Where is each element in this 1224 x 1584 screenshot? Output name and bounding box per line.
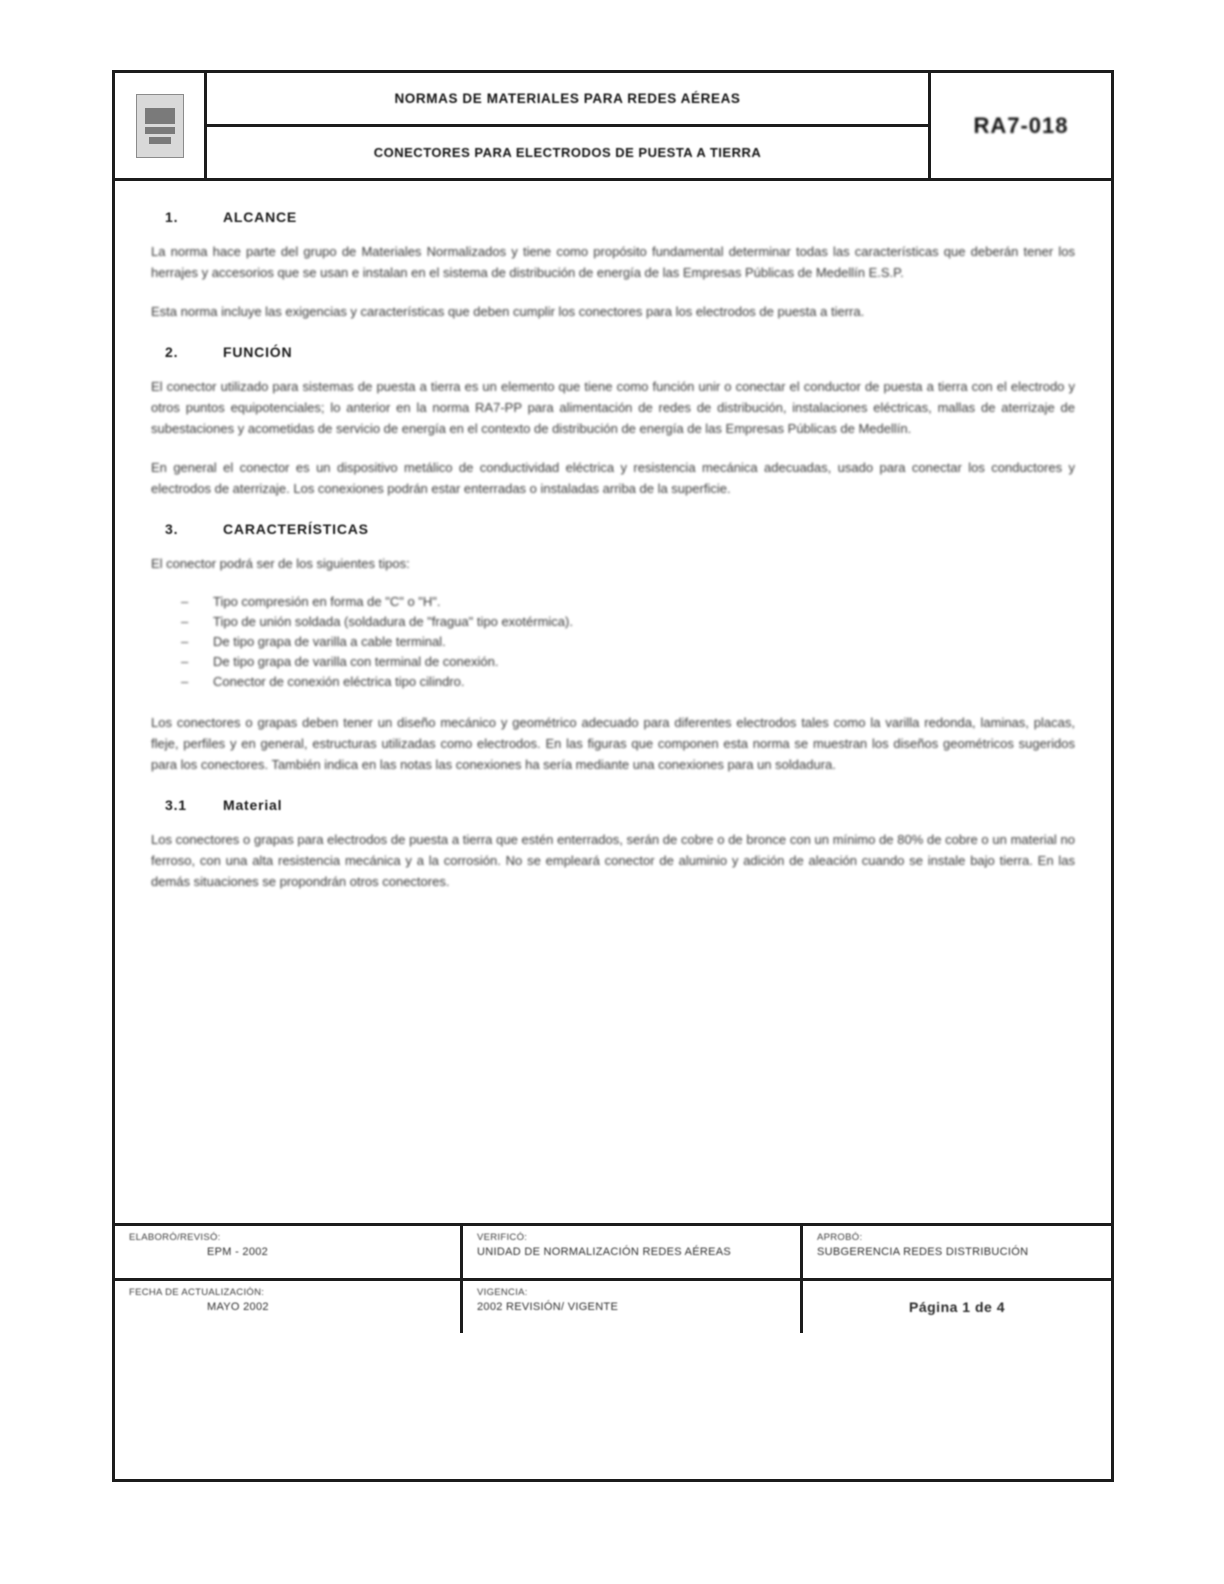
footer-label: ELABORÓ/REVISÓ:	[129, 1232, 221, 1243]
footer-cell-elaboro	[115, 1226, 463, 1278]
section-title-3: CARACTERÍSTICAS	[223, 521, 369, 537]
list-item: – Tipo compresión en forma de "C" o "H".	[181, 592, 1075, 612]
section-number-1: 1.	[165, 209, 179, 225]
paragraph: Los conectores o grapas para electrodos de puesta a tierra que estén enterrados, serán de cobre o de bronce con un mínimo de 80% de cobre o un material no ferroso, con una alta resistencia mecánica y a la corrosión. No se empleará conector de aluminio y adición de aleación cuando se instale bajo tierra. En las demás situaciones se propondrán otros conectores.	[151, 832, 1075, 889]
paragraph: El conector utilizado para sistemas de puesta a tierra es un elemento que tiene como función unir o conectar el conductor de puesta a tierra con el electrodo y otros puntos equipotenciales; lo anterior en la norma RA7-PP para alimentación de redes de distribución, instalaciones eléctricas, mallas de aterrizaje de subestaciones y acometidas de servicio de energía en el contexto de distribución de energía de las Empresas Públicas de Medellín.	[151, 379, 1075, 436]
page-number: Página 1 de 4	[909, 1299, 1005, 1315]
section-title-2: FUNCIÓN	[223, 344, 293, 360]
section-number-2: 2.	[165, 344, 179, 360]
paragraph: En general el conector es un dispositivo metálico de conductividad eléctrica y resistencia mecánica adecuadas, usado para conectar los conductores y electrodos de aterrizaje. Los conexiones podrán estar enterradas o instaladas arriba de la superficie.	[151, 460, 1075, 496]
footer-cell-fecha	[115, 1281, 463, 1333]
list-item: – De tipo grapa de varilla con terminal de conexión.	[181, 652, 1075, 672]
section-heading-3-1	[165, 797, 1075, 813]
paragraph: La norma hace parte del grupo de Materiales Normalizados y tiene como propósito fundamental determinar todas las características que deberán tener los herrajes y accesorios que se usan e instalan en el sistema de distribución de energía de las Empresas Públicas de Medellín E.S.P.	[151, 244, 1075, 280]
list-item: – De tipo grapa de varilla a cable terminal.	[181, 632, 1075, 652]
list-item: – Tipo de unión soldada (soldadura de "fragua" tipo exotérmica).	[181, 612, 1075, 632]
section-title-1: ALCANCE	[223, 209, 298, 225]
document-header	[115, 73, 1111, 181]
header-title-cell	[207, 73, 931, 178]
epm-logo-icon	[136, 94, 184, 158]
document-footer	[115, 1223, 1111, 1333]
section-number-3: 3.	[165, 521, 179, 537]
footer-value: MAYO 2002	[207, 1301, 269, 1313]
section-number-3-1: 3.1	[165, 797, 187, 813]
section-title-3-1: Material	[223, 797, 283, 813]
paragraph: El conector podrá ser de los siguientes tipos:	[151, 556, 410, 571]
footer-cell-pagina	[803, 1281, 1111, 1333]
footer-cell-aprobo	[803, 1226, 1111, 1278]
header-code-cell	[931, 73, 1111, 178]
logo-cell	[115, 73, 207, 178]
document-frame	[112, 70, 1114, 1482]
document-code: RA7-018	[973, 112, 1069, 138]
footer-value: EPM - 2002	[207, 1246, 269, 1258]
document-body	[115, 181, 1111, 1333]
footer-cell-vigencia	[463, 1281, 803, 1333]
footer-value: SUBGERENCIA REDES DISTRIBUCIÓN	[817, 1246, 1029, 1258]
footer-cell-verifico	[463, 1226, 803, 1278]
section-heading-1	[165, 209, 1075, 225]
header-title-main: NORMAS DE MATERIALES PARA REDES AÉREAS	[394, 91, 741, 106]
header-title-sub: CONECTORES PARA ELECTRODOS DE PUESTA A TIERRA	[373, 145, 762, 160]
section-heading-3	[165, 521, 1075, 537]
section-heading-2	[165, 344, 1075, 360]
footer-value: 2002 REVISIÓN/ VIGENTE	[477, 1301, 619, 1313]
footer-row-2	[115, 1281, 1111, 1333]
list-item: – Conector de conexión eléctrica tipo cilindro.	[181, 672, 1075, 692]
footer-label: FECHA DE ACTUALIZACIÓN:	[129, 1287, 265, 1298]
header-title-sub-row	[207, 127, 928, 178]
footer-label: APROBÓ:	[817, 1232, 863, 1243]
footer-label: VERIFICÓ:	[477, 1232, 528, 1243]
footer-value: UNIDAD DE NORMALIZACIÓN REDES AÉREAS	[477, 1246, 732, 1258]
header-title-main-row	[207, 73, 928, 127]
footer-label: VIGENCIA:	[477, 1287, 528, 1298]
paragraph: Esta norma incluye las exigencias y características que deben cumplir los conectores para los electrodos de puesta a tierra.	[151, 304, 865, 319]
paragraph: Los conectores o grapas deben tener un diseño mecánico y geométrico adecuado para diferentes electrodos tales como la varilla redonda, laminas, placas, fleje, perfiles y en general, estructuras utilizadas como electrodos. En las figuras que componen esta norma se muestran los diseños geométricos sugeridos para los conectores. También indica en las notas las conexiones ha sería mediante una conexiones para un soldadura.	[151, 715, 1075, 772]
characteristics-list	[151, 592, 1075, 692]
footer-row-1	[115, 1226, 1111, 1281]
